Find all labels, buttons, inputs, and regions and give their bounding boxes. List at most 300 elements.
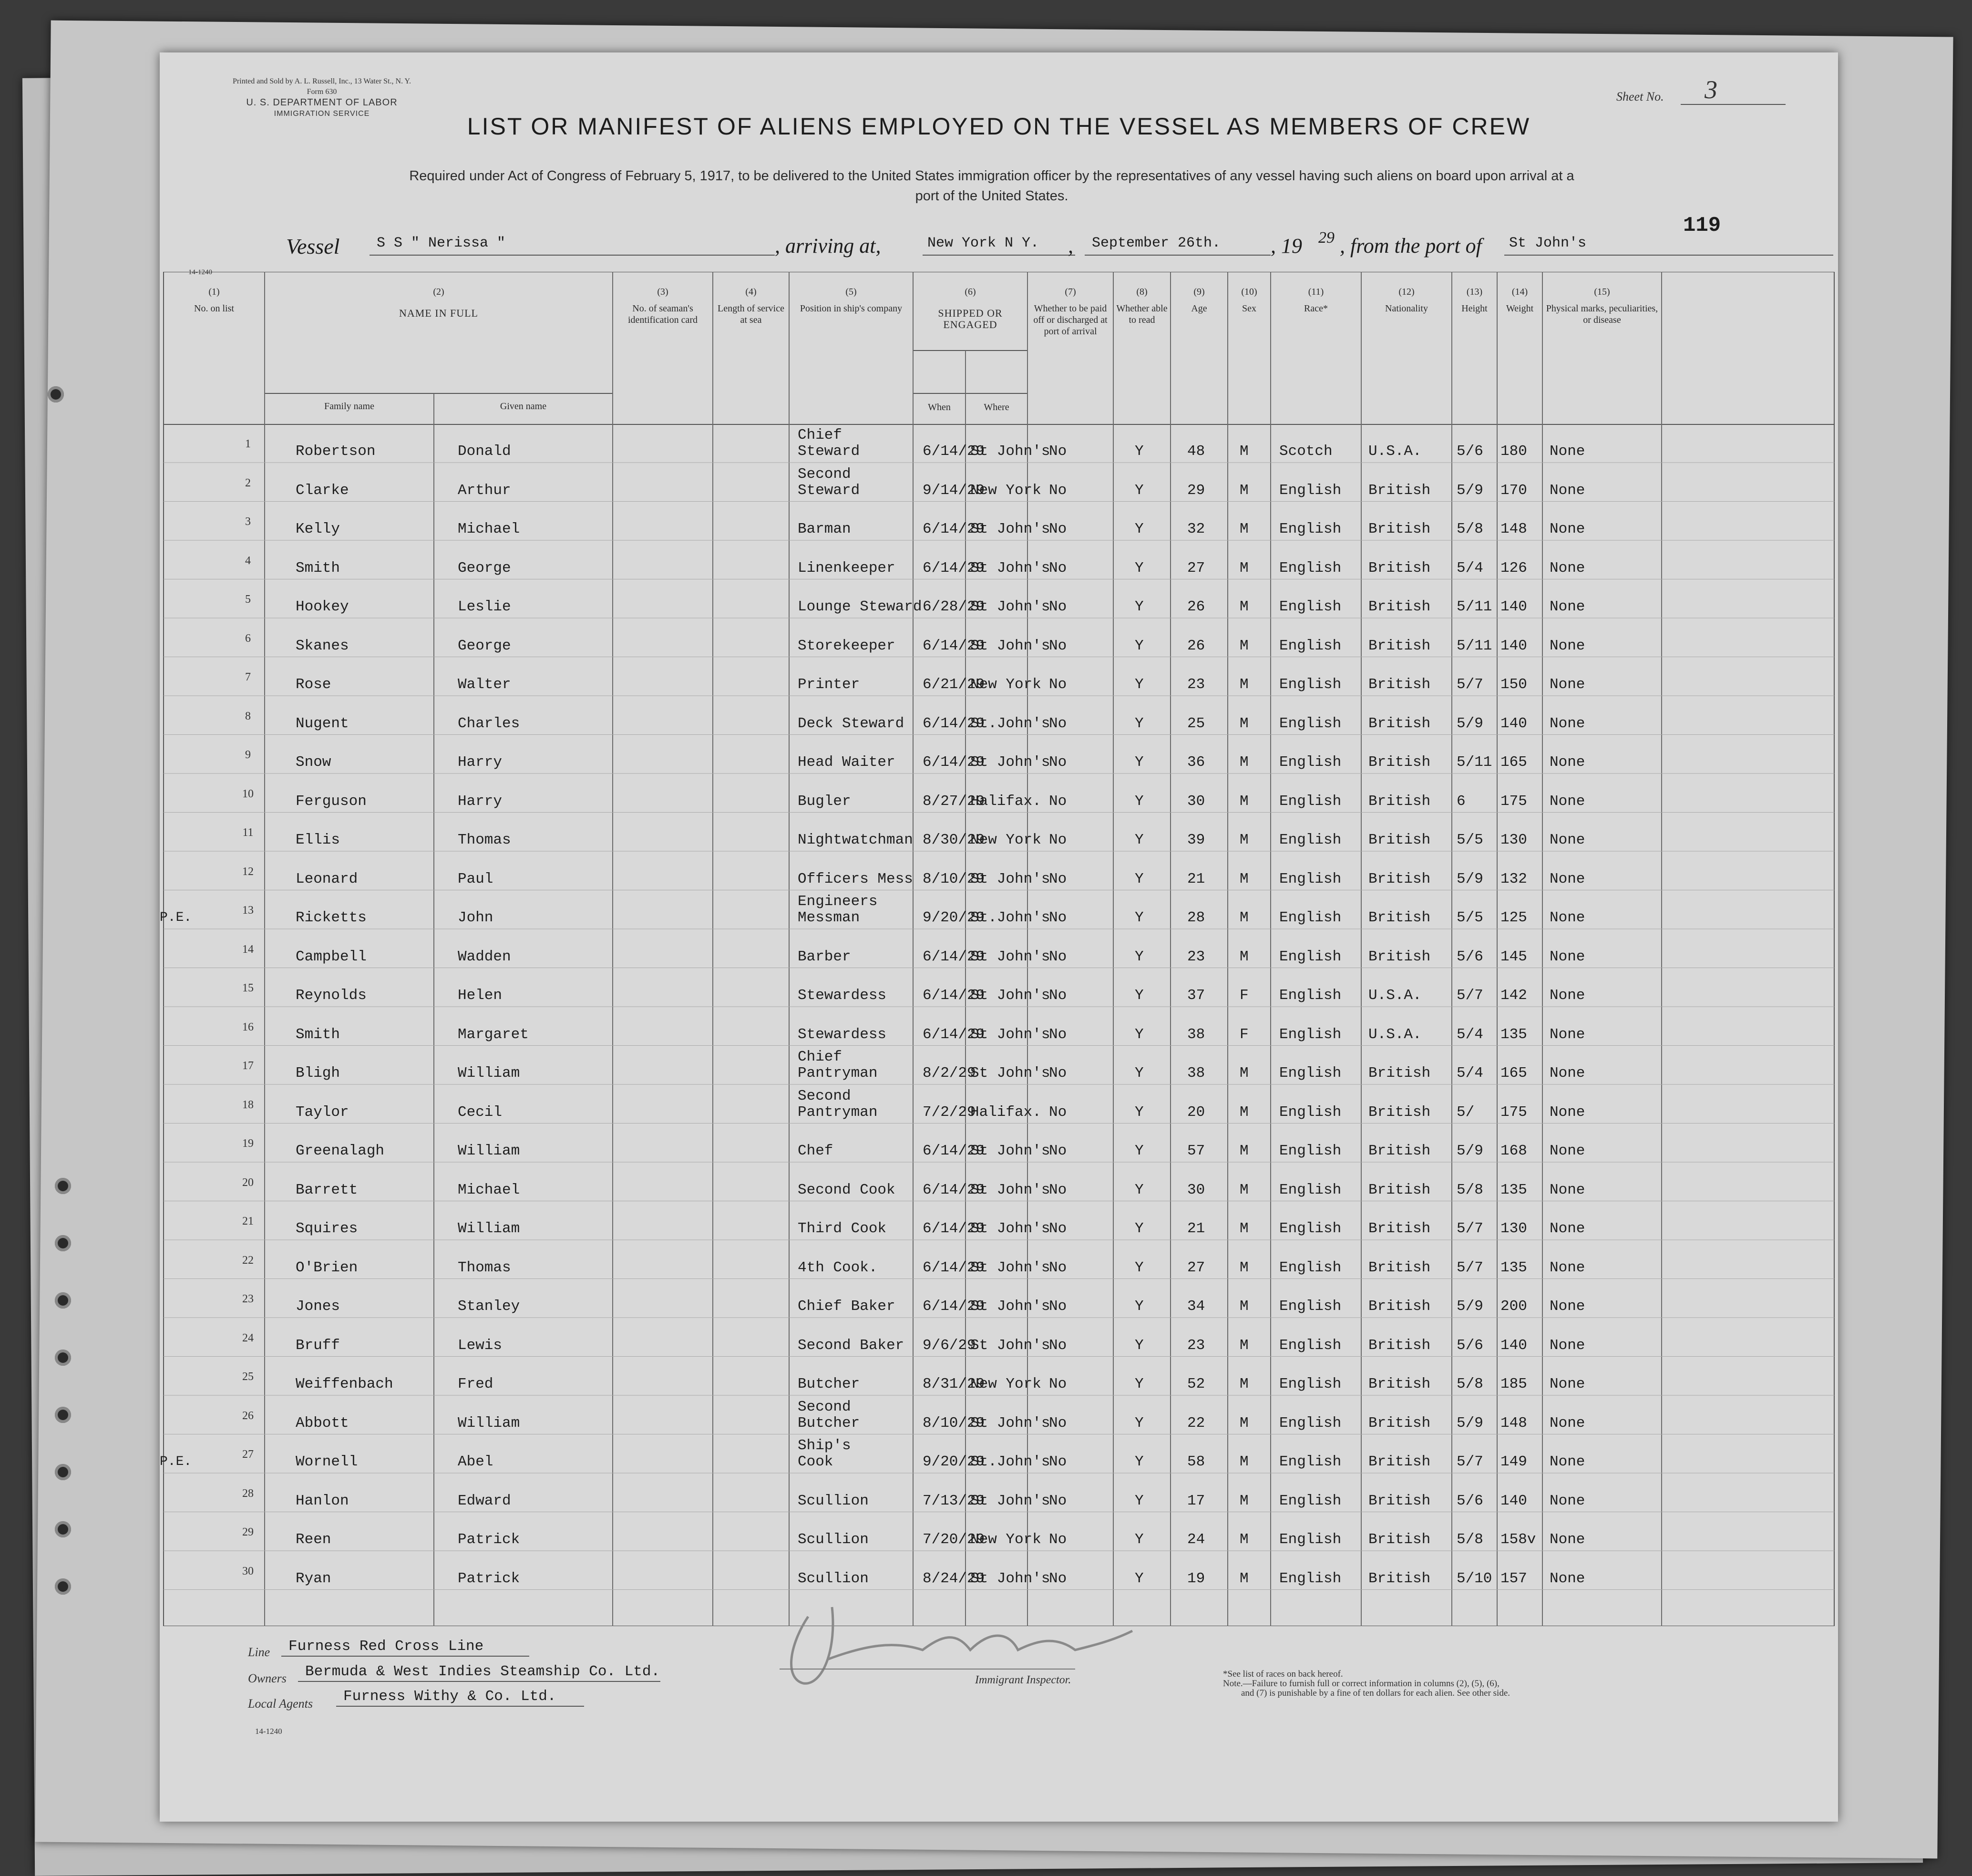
departure-port: St John's <box>1509 235 1587 251</box>
weight: 148 <box>1500 521 1527 537</box>
row-number: 6 <box>245 632 251 645</box>
shipped-where: St John's <box>970 559 1050 577</box>
sheet-no-label: Sheet No. <box>1616 90 1664 103</box>
race: English <box>1279 1181 1342 1198</box>
family-name: Ferguson <box>296 793 367 810</box>
shipped-when: 6/14/29 <box>923 1298 985 1315</box>
given-name: Patrick <box>458 1570 520 1587</box>
age: 38 <box>1187 1026 1205 1043</box>
weight: 149 <box>1500 1453 1527 1470</box>
physical-marks: None <box>1550 1103 1585 1121</box>
age: 34 <box>1187 1298 1205 1315</box>
nationality: British <box>1368 482 1431 499</box>
position-line-2: Third Cook <box>798 1220 887 1237</box>
able-to-read: Y <box>1135 1181 1144 1198</box>
column-number-c10: (10) <box>1241 287 1257 297</box>
nationality: British <box>1368 715 1431 732</box>
nationality: British <box>1368 559 1431 577</box>
position-line-2: Chief Baker <box>798 1298 895 1315</box>
family-name: Abbott <box>296 1414 349 1432</box>
owners-label: Owners <box>248 1671 287 1685</box>
row-number: 9 <box>245 749 251 761</box>
weight: 140 <box>1500 1492 1527 1509</box>
weight: 145 <box>1500 948 1527 965</box>
row-number: 25 <box>242 1371 254 1383</box>
nationality: U.S.A. <box>1368 987 1422 1004</box>
race: English <box>1279 832 1342 848</box>
paid-off: No <box>1049 1103 1067 1121</box>
nationality: British <box>1368 598 1431 615</box>
physical-marks: None <box>1550 1220 1585 1237</box>
physical-marks: None <box>1550 870 1585 887</box>
race: English <box>1279 1298 1342 1315</box>
position-line-2: Pantryman <box>798 1065 878 1082</box>
line-value: Furness Red Cross Line <box>288 1638 484 1655</box>
given-name: Thomas <box>458 832 511 848</box>
physical-marks: None <box>1550 1259 1585 1276</box>
weight: 130 <box>1500 832 1527 848</box>
height: 5/11 <box>1457 637 1492 654</box>
position-line-2: Bugler <box>798 793 851 810</box>
weight: 130 <box>1500 1220 1527 1237</box>
column-number-c1: (1) <box>208 287 220 297</box>
height: 5/8 <box>1457 1181 1483 1198</box>
sex: M <box>1240 1414 1249 1432</box>
height: 5/4 <box>1457 1026 1483 1043</box>
age: 57 <box>1187 1143 1205 1159</box>
paid-off: No <box>1049 482 1067 499</box>
given-name: William <box>458 1143 520 1159</box>
column-number-c7: (7) <box>1065 287 1076 297</box>
given-name: Harry <box>458 793 503 810</box>
shipped-when: 7/2/29 <box>923 1103 976 1121</box>
shipped-where: New York <box>970 1376 1041 1392</box>
line-underline <box>281 1656 529 1657</box>
position-line-2: Deck Steward <box>798 715 904 732</box>
weight: 165 <box>1500 754 1527 771</box>
paid-off: No <box>1049 793 1067 810</box>
column-header-c13: Height <box>1461 303 1488 314</box>
sex: M <box>1240 1337 1249 1354</box>
port-line <box>1504 255 1833 256</box>
able-to-read: Y <box>1135 870 1144 887</box>
race: English <box>1279 793 1342 810</box>
race: English <box>1279 1065 1342 1082</box>
shipped-where: St John's <box>970 1414 1050 1432</box>
family-name: Taylor <box>296 1103 349 1121</box>
row-number: 30 <box>242 1565 254 1577</box>
paid-off: No <box>1049 1453 1067 1470</box>
age: 23 <box>1187 1337 1205 1354</box>
page-number: 119 <box>1683 214 1721 237</box>
able-to-read: Y <box>1135 443 1144 460</box>
age: 30 <box>1187 1181 1205 1198</box>
punch-hole <box>55 1578 71 1595</box>
age: 28 <box>1187 909 1205 926</box>
race: English <box>1279 948 1342 965</box>
shipped-when: 6/14/29 <box>923 754 985 771</box>
shipped-when: 6/14/29 <box>923 559 985 577</box>
paid-off: No <box>1049 443 1067 460</box>
able-to-read: Y <box>1135 637 1144 654</box>
paid-off: No <box>1049 598 1067 615</box>
weight: 200 <box>1500 1298 1527 1315</box>
note-races: *See list of races on back hereof. <box>1223 1669 1343 1679</box>
weight: 135 <box>1500 1259 1527 1276</box>
age: 26 <box>1187 598 1205 615</box>
family-name: Hookey <box>296 598 349 615</box>
column-header-c12: Nationality <box>1385 303 1428 314</box>
position-line-2: Scullion <box>798 1531 869 1548</box>
nationality: British <box>1368 1065 1431 1082</box>
family-name: Campbell <box>296 948 367 965</box>
physical-marks: None <box>1550 676 1585 693</box>
race: English <box>1279 1143 1342 1159</box>
shipped-when: 9/20/29 <box>923 1453 985 1470</box>
shipped-when: 8/24/29 <box>923 1570 985 1587</box>
given-name: Stanley <box>458 1298 520 1315</box>
sex: M <box>1240 676 1249 693</box>
height: 5/10 <box>1457 1570 1492 1587</box>
weight: 132 <box>1500 870 1527 887</box>
race: English <box>1279 1453 1342 1470</box>
given-name: George <box>458 637 511 654</box>
sheet-no-value: 3 <box>1705 75 1717 104</box>
family-name: Leonard <box>296 870 358 887</box>
position-line-1: Second <box>798 1087 851 1104</box>
physical-marks: None <box>1550 1337 1585 1354</box>
family-name: Bligh <box>296 1065 340 1082</box>
physical-marks: None <box>1550 598 1585 615</box>
shipped-where: St John's <box>970 1570 1050 1587</box>
column-header-c15: Physical marks, peculiarities, or disease <box>1546 303 1658 325</box>
shipped-when: 8/27/29 <box>923 793 985 810</box>
age: 27 <box>1187 559 1205 577</box>
position-line-1: Chief <box>798 1049 842 1065</box>
shipped-where: St John's <box>970 1337 1050 1354</box>
physical-marks: None <box>1550 1453 1585 1470</box>
age: 48 <box>1187 443 1205 460</box>
able-to-read: Y <box>1135 1298 1144 1315</box>
shipped-when: 6/14/29 <box>923 715 985 732</box>
weight: 185 <box>1500 1376 1527 1392</box>
shipped-where: St John's <box>970 1181 1050 1198</box>
sex: M <box>1240 1065 1249 1082</box>
sex: M <box>1240 1531 1249 1548</box>
column-header-c10: Sex <box>1242 303 1256 314</box>
sex: M <box>1240 521 1249 537</box>
paid-off: No <box>1049 1220 1067 1237</box>
nationality: British <box>1368 832 1431 848</box>
physical-marks: None <box>1550 559 1585 577</box>
family-name: Greenalagh <box>296 1143 385 1159</box>
given-name: William <box>458 1220 520 1237</box>
column-header-c2: NAME IN FULL <box>399 307 478 319</box>
weight: 140 <box>1500 715 1527 732</box>
paid-off: No <box>1049 832 1067 848</box>
paid-off: No <box>1049 1065 1067 1082</box>
nationality: British <box>1368 754 1431 771</box>
row-number: 14 <box>242 943 254 956</box>
column-number-c11: (11) <box>1308 287 1324 297</box>
shipped-where: St John's <box>970 1026 1050 1043</box>
nationality: British <box>1368 1103 1431 1121</box>
position-line-2: Scullion <box>798 1492 869 1509</box>
paid-off: No <box>1049 521 1067 537</box>
physical-marks: None <box>1550 754 1585 771</box>
able-to-read: Y <box>1135 715 1144 732</box>
arriving-port: New York N Y. <box>927 235 1039 251</box>
given-name: Thomas <box>458 1259 511 1276</box>
family-name: Smith <box>296 1026 340 1043</box>
row-number: 7 <box>245 671 251 683</box>
sex: M <box>1240 1220 1249 1237</box>
age: 21 <box>1187 870 1205 887</box>
shipped-when: 9/6/29 <box>923 1337 976 1354</box>
shipped-when: 6/28/29 <box>923 598 985 615</box>
family-name: Jones <box>296 1298 340 1315</box>
sex: M <box>1240 1298 1249 1315</box>
given-name: John <box>458 909 493 926</box>
row-number: 27 <box>242 1448 254 1461</box>
shipped-when: 8/31/29 <box>923 1376 985 1392</box>
position-line-2: Scullion <box>798 1570 869 1587</box>
sex: M <box>1240 482 1249 499</box>
position-line-2: Second Baker <box>798 1337 904 1354</box>
family-name: Weiffenbach <box>296 1376 393 1392</box>
column-header-c9: Age <box>1191 303 1207 314</box>
shipped-when: 7/13/29 <box>923 1492 985 1509</box>
given-name: Fred <box>458 1376 493 1392</box>
paid-off: No <box>1049 909 1067 926</box>
subheader-c6a: When <box>928 402 951 412</box>
age: 39 <box>1187 832 1205 848</box>
nationality: U.S.A. <box>1368 443 1422 460</box>
physical-marks: None <box>1550 637 1585 654</box>
shipped-where: St John's <box>970 987 1050 1004</box>
able-to-read: Y <box>1135 793 1144 810</box>
given-name: Wadden <box>458 948 511 965</box>
race: English <box>1279 1492 1342 1509</box>
paid-off: No <box>1049 1181 1067 1198</box>
weight: 140 <box>1500 1337 1527 1354</box>
race: English <box>1279 909 1342 926</box>
shipped-where: St John's <box>970 1492 1050 1509</box>
height: 5/7 <box>1457 1453 1483 1470</box>
nationality: British <box>1368 1181 1431 1198</box>
physical-marks: None <box>1550 1065 1585 1082</box>
comma-sep: , <box>1068 234 1073 258</box>
family-name: Nugent <box>296 715 349 732</box>
race: English <box>1279 1259 1342 1276</box>
shipped-when: 7/20/29 <box>923 1531 985 1548</box>
row-number: 2 <box>245 476 251 489</box>
family-name: Ryan <box>296 1570 331 1587</box>
weight: 135 <box>1500 1026 1527 1043</box>
race: English <box>1279 870 1342 887</box>
subheader-c2a: Family name <box>324 401 374 412</box>
sex: M <box>1240 443 1249 460</box>
position-line-2: Head Waiter <box>798 754 895 771</box>
column-number-c15: (15) <box>1594 287 1610 297</box>
nationality: British <box>1368 637 1431 654</box>
weight: 150 <box>1500 676 1527 693</box>
race: English <box>1279 1337 1342 1354</box>
subheader-c2b: Given name <box>500 401 547 412</box>
paid-off: No <box>1049 754 1067 771</box>
race: English <box>1279 521 1342 537</box>
weight: 175 <box>1500 793 1527 810</box>
physical-marks: None <box>1550 832 1585 848</box>
position-line-2: Steward <box>798 482 860 499</box>
shipped-where: St John's <box>970 1298 1050 1315</box>
position-line-2: Lounge Steward <box>798 598 922 615</box>
nationality: British <box>1368 1414 1431 1432</box>
vessel-name-line <box>370 255 775 256</box>
page-title: LIST OR MANIFEST OF ALIENS EMPLOYED ON THE VESSEL AS MEMBERS OF CREW <box>467 113 1531 140</box>
weight: 175 <box>1500 1103 1527 1121</box>
position-line-2: Second Cook <box>798 1181 895 1198</box>
position-line-2: Barman <box>798 521 851 537</box>
given-name: Donald <box>458 443 511 460</box>
age: 17 <box>1187 1492 1205 1509</box>
row-number: 16 <box>242 1020 254 1033</box>
note-penalty-1: Note.—Failure to furnish full or correct information in columns (2), (5), (6), <box>1223 1679 1500 1689</box>
shipped-where: St John's <box>970 1065 1050 1082</box>
race: English <box>1279 1103 1342 1121</box>
sex: M <box>1240 1492 1249 1509</box>
nationality: British <box>1368 948 1431 965</box>
shipped-when: 6/14/29 <box>923 948 985 965</box>
nationality: British <box>1368 1376 1431 1392</box>
column-number-c12: (12) <box>1398 287 1415 297</box>
age: 21 <box>1187 1220 1205 1237</box>
race: English <box>1279 637 1342 654</box>
nationality: British <box>1368 1531 1431 1548</box>
shipped-where: St.John's <box>970 715 1050 732</box>
age: 22 <box>1187 1414 1205 1432</box>
row-number: 23 <box>242 1293 254 1305</box>
physical-marks: None <box>1550 521 1585 537</box>
height: 5/4 <box>1457 1065 1483 1082</box>
age: 26 <box>1187 637 1205 654</box>
date-line <box>1085 255 1271 256</box>
sex: M <box>1240 1570 1249 1587</box>
able-to-read: Y <box>1135 1259 1144 1276</box>
owners-value: Bermuda & West Indies Steamship Co. Ltd. <box>305 1663 660 1680</box>
position-line-2: Barber <box>798 948 851 965</box>
sex: M <box>1240 1181 1249 1198</box>
column-header-c5: Position in ship's company <box>800 303 903 314</box>
height: 5/8 <box>1457 1531 1483 1548</box>
sex: F <box>1240 1026 1249 1043</box>
punch-hole <box>55 1292 71 1309</box>
shipped-where: St John's <box>970 521 1050 537</box>
physical-marks: None <box>1550 443 1585 460</box>
punch-hole <box>55 1350 71 1366</box>
family-name: Barrett <box>296 1181 358 1198</box>
position-line-2: Printer <box>798 676 860 693</box>
row-number: 3 <box>245 515 251 528</box>
nationality: British <box>1368 1570 1431 1587</box>
race: English <box>1279 559 1342 577</box>
given-name: William <box>458 1414 520 1432</box>
able-to-read: Y <box>1135 1220 1144 1237</box>
nationality: British <box>1368 676 1431 693</box>
owners-underline <box>298 1681 660 1682</box>
subheader-c6b: Where <box>984 402 1009 412</box>
sex: M <box>1240 1103 1249 1121</box>
row-number: 15 <box>242 982 254 994</box>
shipped-when: 9/14/29 <box>923 482 985 499</box>
shipped-where: St John's <box>970 754 1050 771</box>
sex: M <box>1240 559 1249 577</box>
paid-off: No <box>1049 1570 1067 1587</box>
height: 5/8 <box>1457 1376 1483 1392</box>
weight: 157 <box>1500 1570 1527 1587</box>
shipped-where: Halifax. <box>970 793 1041 810</box>
department: U. S. DEPARTMENT OF LABOR <box>246 97 398 108</box>
shipped-where: St John's <box>970 1143 1050 1159</box>
given-name: Lewis <box>458 1337 503 1354</box>
height: 5/5 <box>1457 909 1483 926</box>
height: 5/9 <box>1457 482 1483 499</box>
column-number-c9: (9) <box>1193 287 1205 297</box>
able-to-read: Y <box>1135 1065 1144 1082</box>
position-line-2: Butcher <box>798 1376 860 1392</box>
paid-off: No <box>1049 1414 1067 1432</box>
row-number: 22 <box>242 1254 254 1267</box>
arrival-date: September 26th. <box>1092 235 1221 251</box>
age: 24 <box>1187 1531 1205 1548</box>
family-name: Bruff <box>296 1337 340 1354</box>
able-to-read: Y <box>1135 1414 1144 1432</box>
position-line-2: Stewardess <box>798 1026 887 1043</box>
row-number: 28 <box>242 1487 254 1500</box>
shipped-when: 6/21/29 <box>923 676 985 693</box>
given-name: Michael <box>458 521 520 537</box>
position-line-2: 4th Cook. <box>798 1259 878 1276</box>
height: 6 <box>1457 793 1466 810</box>
shipped-when: 6/14/29 <box>923 1143 985 1159</box>
family-name: Ellis <box>296 832 340 848</box>
shipped-where: New York <box>970 482 1041 499</box>
family-name: Smith <box>296 559 340 577</box>
able-to-read: Y <box>1135 676 1144 693</box>
able-to-read: Y <box>1135 559 1144 577</box>
given-name: Margaret <box>458 1026 529 1043</box>
sheet-no-line <box>1681 104 1786 105</box>
shipped-where: St John's <box>970 443 1050 460</box>
sex: M <box>1240 948 1249 965</box>
given-name: Arthur <box>458 482 511 499</box>
age: 27 <box>1187 1259 1205 1276</box>
able-to-read: Y <box>1135 754 1144 771</box>
row-number: 20 <box>242 1176 254 1189</box>
given-name: Edward <box>458 1492 511 1509</box>
given-name: Charles <box>458 715 520 732</box>
position-line-2: Cook <box>798 1453 833 1470</box>
race: English <box>1279 987 1342 1004</box>
able-to-read: Y <box>1135 1026 1144 1043</box>
race: English <box>1279 1531 1342 1548</box>
sex: M <box>1240 715 1249 732</box>
vessel-name: S S " Nerissa " <box>377 235 506 251</box>
able-to-read: Y <box>1135 948 1144 965</box>
height: 5/7 <box>1457 1259 1483 1276</box>
height: 5/8 <box>1457 521 1483 537</box>
shipped-when: 8/10/29 <box>923 870 985 887</box>
